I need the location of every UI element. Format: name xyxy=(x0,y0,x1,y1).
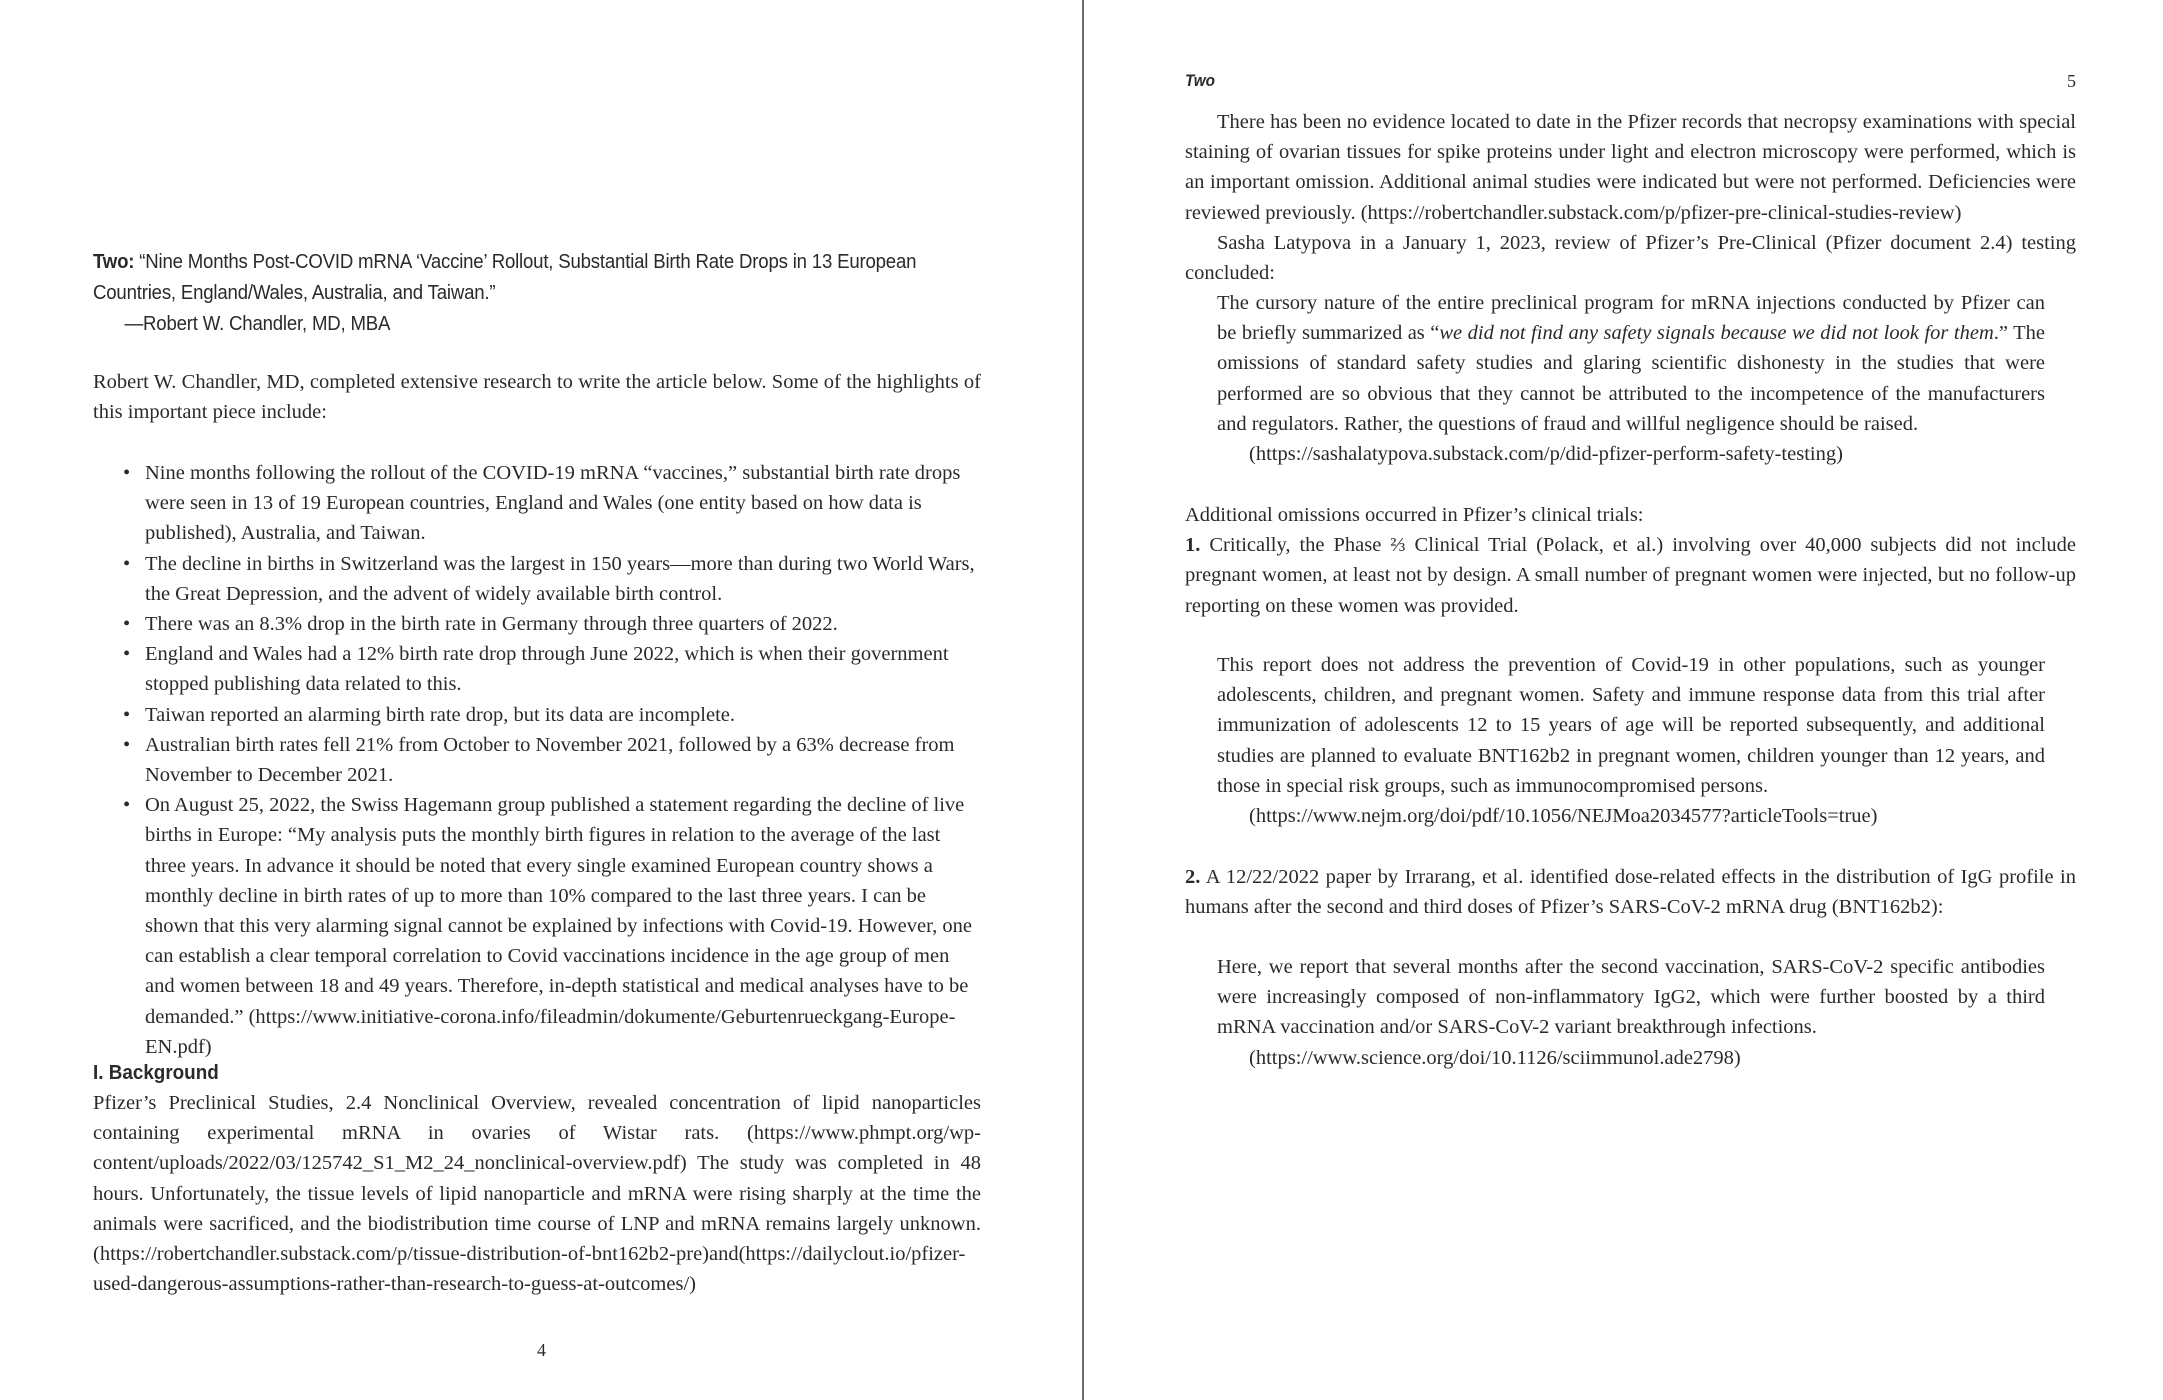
book-spine-divider xyxy=(1082,0,1084,1400)
block-quote xyxy=(1217,650,2045,831)
highlight-item: • Taiwan reported an alarming birth rate drop, but its data are incomplete. xyxy=(93,700,981,730)
quote-italic-text: we did not find any safety signals because we did not look for them xyxy=(1439,322,1994,345)
quote-source-url: (https://www.nejm.org/doi/pdf/10.1056/NEJMoa2034577?articleTools=true) xyxy=(1249,805,1878,828)
block-quote xyxy=(1217,952,2045,1073)
running-head: Two xyxy=(1185,71,1216,90)
quote-text: The cursory nature of the entire preclinical program for mRNA injections conducted by Pfizer can be briefly summarized as “ xyxy=(1217,292,2045,345)
quote-text: Here, we report that several months after the second vaccination, SARS-CoV-2 specific antibodies were increasingly composed of non-inflammatory IgG2, which were further boosted by a third mRNA vaccination and/or SARS-CoV-2 variant breakthrough infections. xyxy=(1217,956,2045,1039)
page-number: 4 xyxy=(537,1340,546,1360)
quote-text: .” The omissions of standard safety studies and glaring scientific dishonesty in the studies that were performed are so obvious that they cannot be attributed to the incompetence of the manufacturers and regulators. Rather, the questions of fraud and willful negligence should be raised. xyxy=(1217,322,2045,435)
quote-source-url: (https://sashalatypova.substack.com/p/did-pfizer-perform-safety-testing) xyxy=(1249,443,1843,466)
paragraph-text: Critically, the Phase ⅔ Clinical Trial (Polack, et al.) involving over 40,000 subjects did not include pregnant women, at least not by design. A small number of pregnant women were injected, but no follow-up reporting on these women was provided. xyxy=(1185,534,2076,617)
highlight-item: • There was an 8.3% drop in the birth rate in Germany through three quarters of 2022. xyxy=(93,609,981,639)
heading-title: “Nine Months Post-COVID mRNA ‘Vaccine’ Rollout, Substantial Birth Rate Drops in 13 European Countries, England/Wales, Australia, and Taiwan.” xyxy=(93,251,917,304)
list-number: 2. xyxy=(1185,866,1201,888)
section-heading: I. Background xyxy=(93,1061,219,1084)
highlight-item: • The decline in births in Switzerland was the largest in 150 years—more than during two World Wars, the Great Depression, and the advent of widely available birth control. xyxy=(93,549,981,609)
list-number: 1. xyxy=(1185,534,1201,557)
heading-label: Two: xyxy=(93,251,135,273)
article-heading xyxy=(93,247,981,340)
paragraph-lead: Additional omissions occurred in Pfizer’s clinical trials: xyxy=(1185,504,1644,526)
intro-paragraph: Robert W. Chandler, MD, completed extensive research to write the article below. Some of the highlights of this important piece include: xyxy=(93,371,981,424)
highlight-item: • On August 25, 2022, the Swiss Hagemann group published a statement regarding the decline of live births in Europe: “My analysis puts the monthly birth figures in relation to the average of the last three years. In advance it should be noted that every single examined European country shows a monthly decline in birth rates of up to more than 10% compared to the last three years. I can be shown that this very alarming signal cannot be explained by infections with Covid-19. However, one can establish a clear temporal correlation to Covid vaccinations incidence in the age group of men and women between 18 and 49 years. Therefore, in-depth statistical and medical analyses have to be demanded.” (https://www.initiative-corona.info/fileadmin/dokumente/Geburtenrueckgang-Europe-EN.pdf) xyxy=(93,790,981,1062)
body-paragraph: Sasha Latypova in a January 1, 2023, review of Pfizer’s Pre-Clinical (Pfizer document 2.4) testing concluded: xyxy=(1185,232,2076,285)
page-number: 5 xyxy=(2067,71,2076,91)
block-quote xyxy=(1217,288,2045,469)
background-paragraph: Pfizer’s Preclinical Studies, 2.4 Nonclinical Overview, revealed concentration of lipid nanoparticles containing experimental mRNA in ovaries of Wistar rats. (https://www.phmpt.org/wp-content/uploads/2022/03/125742_S1_M2_24_nonclinical-overview.pdf) The study was completed in 48 hours. Unfortunately, the tissue levels of lipid nanoparticle and mRNA were rising sharply at the time the animals were sacrificed, and the biodistribution time course of LNP and mRNA remains largely unknown. (https://robertchandler.substack.com/p/tissue-distribution-of-bnt162b2-pre)and(https://dailyclout.io/pfizer-used-dangerous-assumptions-rather-than-research-to-guess-at-outcomes/) xyxy=(93,1092,981,1296)
body-paragraph xyxy=(1185,862,2076,922)
paragraph-text: A 12/22/2022 paper by Irrarang, et al. identified dose-related effects in the distribution of IgG profile in humans after the second and third doses of Pfizer’s SARS-CoV-2 mRNA drug (BNT162b2): xyxy=(1185,866,2076,919)
quote-source-url: (https://www.science.org/doi/10.1126/sciimmunol.ade2798) xyxy=(1249,1046,1741,1069)
quote-text: This report does not address the prevention of Covid-19 in other populations, such as younger adolescents, children, and pregnant women. Safety and immune response data from this trial after immunization of adolescents 12 to 15 years of age will be reported subsequently, and additional studies are planned to evaluate BNT162b2 in pregnant women, children younger than 12 years, and those in special risk groups, such as immunocompromised persons. xyxy=(1217,654,2045,797)
body-paragraph: There has been no evidence located to date in the Pfizer records that necropsy examinations with special staining of ovarian tissues for spike proteins under light and electron microscopy were performed, which is an important omission. Additional animal studies were indicated but were not performed. Deficiencies were reviewed previously. (https://robertchandler.substack.com/p/pfizer-pre-clinical-studies-review) xyxy=(1185,111,2076,224)
body-paragraph xyxy=(1185,500,2076,621)
highlights-list xyxy=(93,458,981,1062)
highlight-item: • England and Wales had a 12% birth rate drop through June 2022, which is when their government stopped publishing data related to this. xyxy=(93,639,981,699)
right-page xyxy=(1085,0,2163,1400)
heading-author: —Robert W. Chandler, MD, MBA xyxy=(124,313,391,335)
highlight-item: • Australian birth rates fell 21% from October to November 2021, followed by a 63% decrease from November to December 2021. xyxy=(93,730,981,790)
highlight-item: • Nine months following the rollout of the COVID-19 mRNA “vaccines,” substantial birth rate drops were seen in 13 of 19 European countries, England and Wales (one entity based on how data is published), Australia, and Taiwan. xyxy=(93,458,981,549)
